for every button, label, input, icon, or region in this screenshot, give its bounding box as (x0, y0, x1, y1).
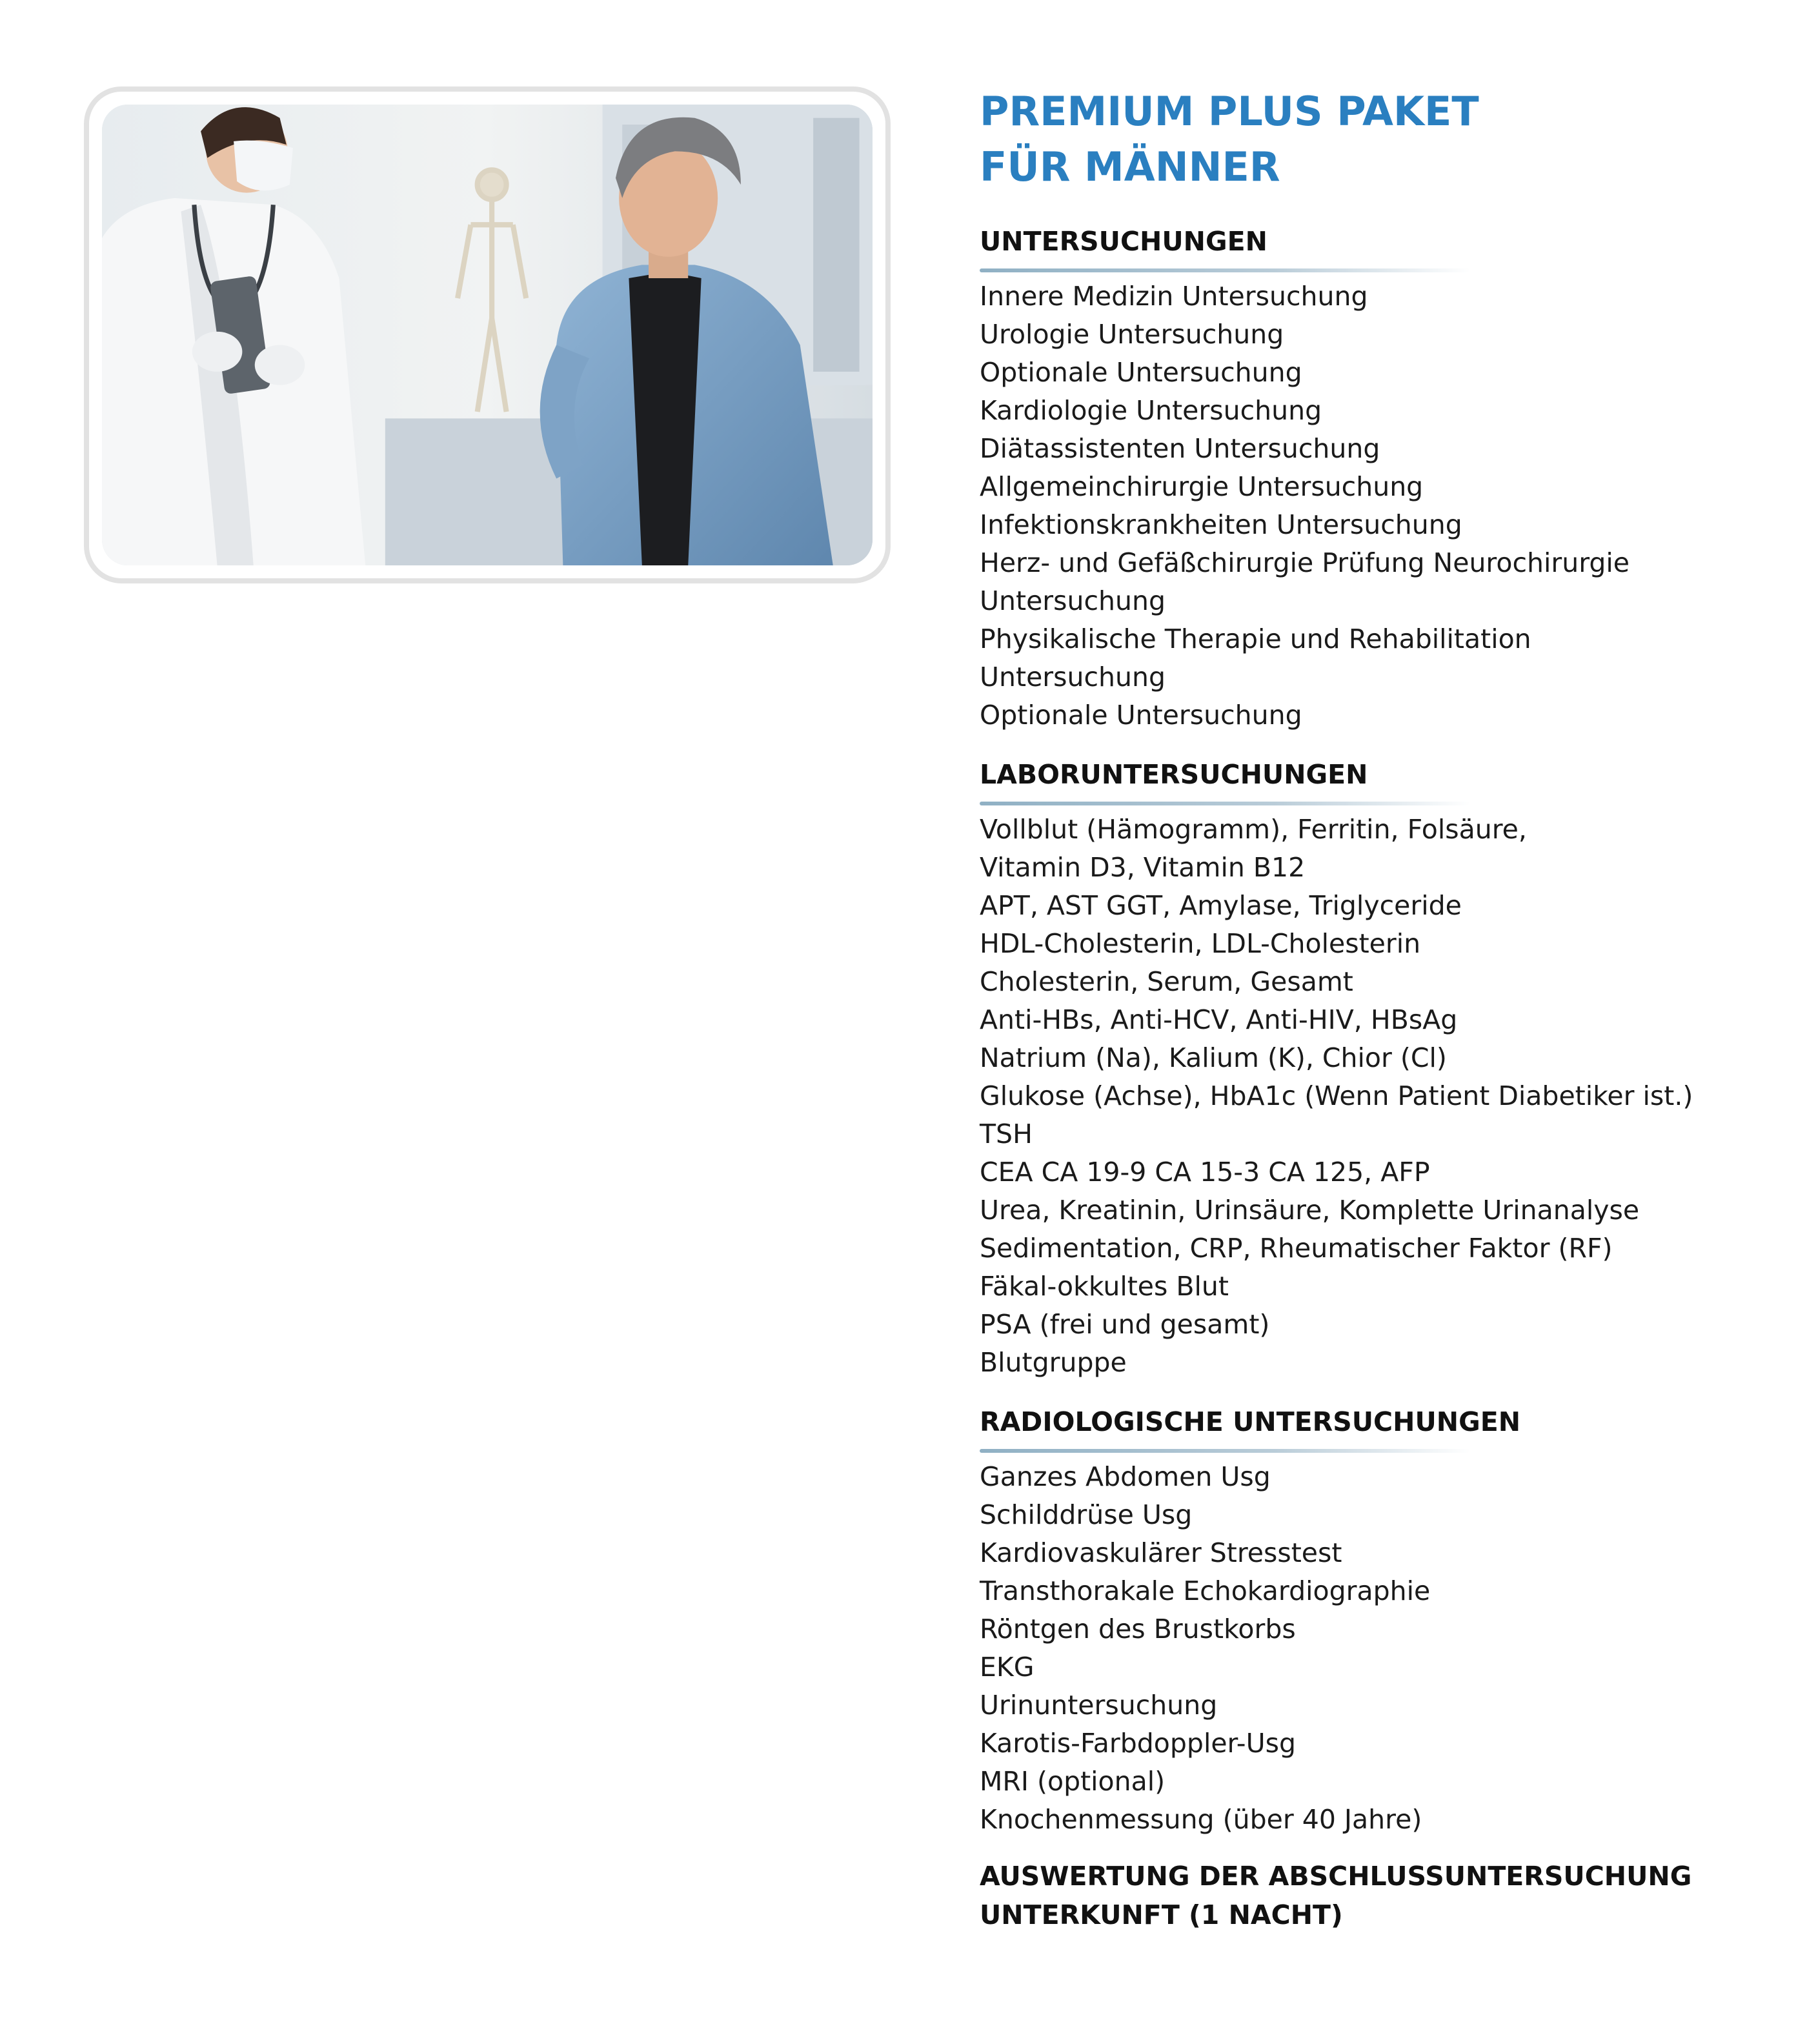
section-radiologische-untersuchungen (980, 1404, 1780, 1839)
list-item: Optionale Untersuchung (980, 357, 1302, 388)
list-item: Optionale Untersuchung (980, 700, 1302, 731)
list-item: PSA (frei und gesamt) (980, 1309, 1270, 1340)
list-item: Blutgruppe (980, 1347, 1127, 1378)
list-item: Transthorakale Echokardiographie (980, 1575, 1431, 1606)
item-list (980, 1458, 1780, 1839)
list-item: Untersuchung (980, 662, 1166, 693)
list-item: MRI (optional) (980, 1766, 1166, 1797)
list-item: Röntgen des Brustkorbs (980, 1614, 1296, 1644)
list-item: EKG (980, 1652, 1035, 1683)
final-section (980, 1857, 1780, 1934)
list-item: Fäkal-okkultes Blut (980, 1271, 1229, 1302)
section-heading: UNTERSUCHUNGEN (980, 226, 1267, 257)
section-divider (980, 1449, 1470, 1453)
item-list (980, 811, 1780, 1382)
list-item: Kardiovaskulärer Stresstest (980, 1537, 1342, 1568)
list-item: Anti-HBs, Anti-HCV, Anti-HIV, HBsAg (980, 1004, 1458, 1035)
list-item: Sedimentation, CRP, Rheumatischer Faktor (RF) (980, 1233, 1613, 1264)
list-item: Infektionskrankheiten Untersuchung (980, 509, 1462, 540)
list-item: CEA CA 19-9 CA 15-3 CA 125, AFP (980, 1157, 1430, 1188)
list-item: TSH (980, 1118, 1033, 1149)
list-item: Cholesterin, Serum, Gesamt (980, 966, 1353, 997)
list-item: Urea, Kreatinin, Urinsäure, Komplette Urinanalyse (980, 1195, 1640, 1226)
package-title-line2: FÜR MÄNNER (980, 143, 1280, 190)
list-item: Vitamin D3, Vitamin B12 (980, 852, 1306, 883)
list-item: HDL-Cholesterin, LDL-Cholesterin (980, 928, 1421, 959)
section-heading: RADIOLOGISCHE UNTERSUCHUNGEN (980, 1406, 1521, 1437)
list-item: APT, AST GGT, Amylase, Triglyceride (980, 890, 1462, 921)
package-title (980, 84, 1780, 195)
list-item: Schilddrüse Usg (980, 1499, 1193, 1530)
doctor-consultation-photo (102, 105, 873, 565)
list-item: Allgemeinchirurgie Untersuchung (980, 471, 1424, 502)
list-item: Physikalische Therapie und Rehabilitation (980, 623, 1531, 654)
list-item: Untersuchung (980, 585, 1166, 616)
section-untersuchungen (980, 223, 1780, 734)
package-title-line1: PREMIUM PLUS PAKET (980, 88, 1479, 135)
item-list (980, 278, 1780, 734)
list-item: Natrium (Na), Kalium (K), Chior (Cl) (980, 1042, 1447, 1073)
section-heading: LABORUNTERSUCHUNGEN (980, 759, 1368, 790)
accommodation-heading: UNTERKUNFT (1 NACHT) (980, 1899, 1343, 1930)
section-divider (980, 802, 1470, 805)
list-item: Innere Medizin Untersuchung (980, 281, 1368, 312)
list-item: Glukose (Achse), HbA1c (Wenn Patient Diabetiker ist.) (980, 1080, 1693, 1111)
list-item: Karotis-Farbdoppler-Usg (980, 1728, 1296, 1759)
list-item: Kardiologie Untersuchung (980, 395, 1322, 426)
list-item: Urinuntersuchung (980, 1690, 1218, 1721)
list-item: Diätassistenten Untersuchung (980, 433, 1380, 464)
list-item: Knochenmessung (über 40 Jahre) (980, 1804, 1422, 1835)
photo-frame (84, 86, 891, 583)
list-item: Ganzes Abdomen Usg (980, 1461, 1271, 1492)
list-item: Herz- und Gefäßchirurgie Prüfung Neurochirurgie (980, 547, 1630, 578)
section-laboruntersuchungen (980, 756, 1780, 1382)
package-content (980, 84, 1780, 1934)
list-item: Urologie Untersuchung (980, 319, 1284, 350)
final-evaluation-heading: AUSWERTUNG DER ABSCHLUSSUNTERSUCHUNG (980, 1861, 1692, 1892)
section-divider (980, 268, 1470, 272)
list-item: Vollblut (Hämogramm), Ferritin, Folsäure, (980, 814, 1527, 845)
